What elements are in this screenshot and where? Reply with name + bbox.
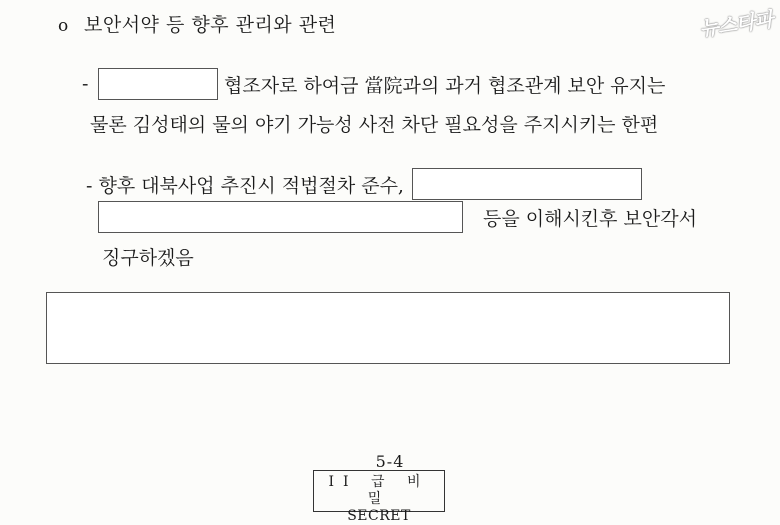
page-number: 5-4 (375, 452, 405, 471)
paragraph-2-line-1-text: - 향후 대북사업 추진시 적법절차 준수, (86, 174, 404, 197)
paragraph-2-line-3: 징구하겠음 (102, 247, 194, 269)
section-heading (58, 10, 336, 37)
paragraph-1-dash: - (82, 73, 89, 95)
paragraph-2-line-1 (86, 168, 642, 200)
paragraph-1-line-1 (82, 68, 665, 100)
newstapa-watermark: 뉴스타파 (697, 7, 774, 41)
paragraph-2-line-2-text: 등을 이해시킨후 보안각서 (483, 207, 697, 230)
paragraph-2-line-2 (98, 201, 697, 233)
classification-stamp (313, 470, 445, 524)
redaction-block (46, 292, 730, 364)
heading-text: 보안서약 등 향후 관리와 관련 (84, 14, 337, 36)
redaction-box-2 (412, 168, 642, 200)
classification-level: II 급 비 밀 (328, 474, 430, 507)
heading-bullet: o (58, 16, 69, 36)
redaction-box-3 (98, 201, 463, 233)
paragraph-1-line-2: 물론 김성태의 물의 야기 가능성 사전 차단 필요성을 주지시키는 한편 (90, 114, 659, 136)
redaction-box-1 (98, 68, 218, 100)
classification-label: SECRET (347, 508, 411, 524)
paragraph-1-line-1-text: 협조자로 하여금 當院과의 과거 협조관계 보안 유지는 (224, 74, 666, 97)
